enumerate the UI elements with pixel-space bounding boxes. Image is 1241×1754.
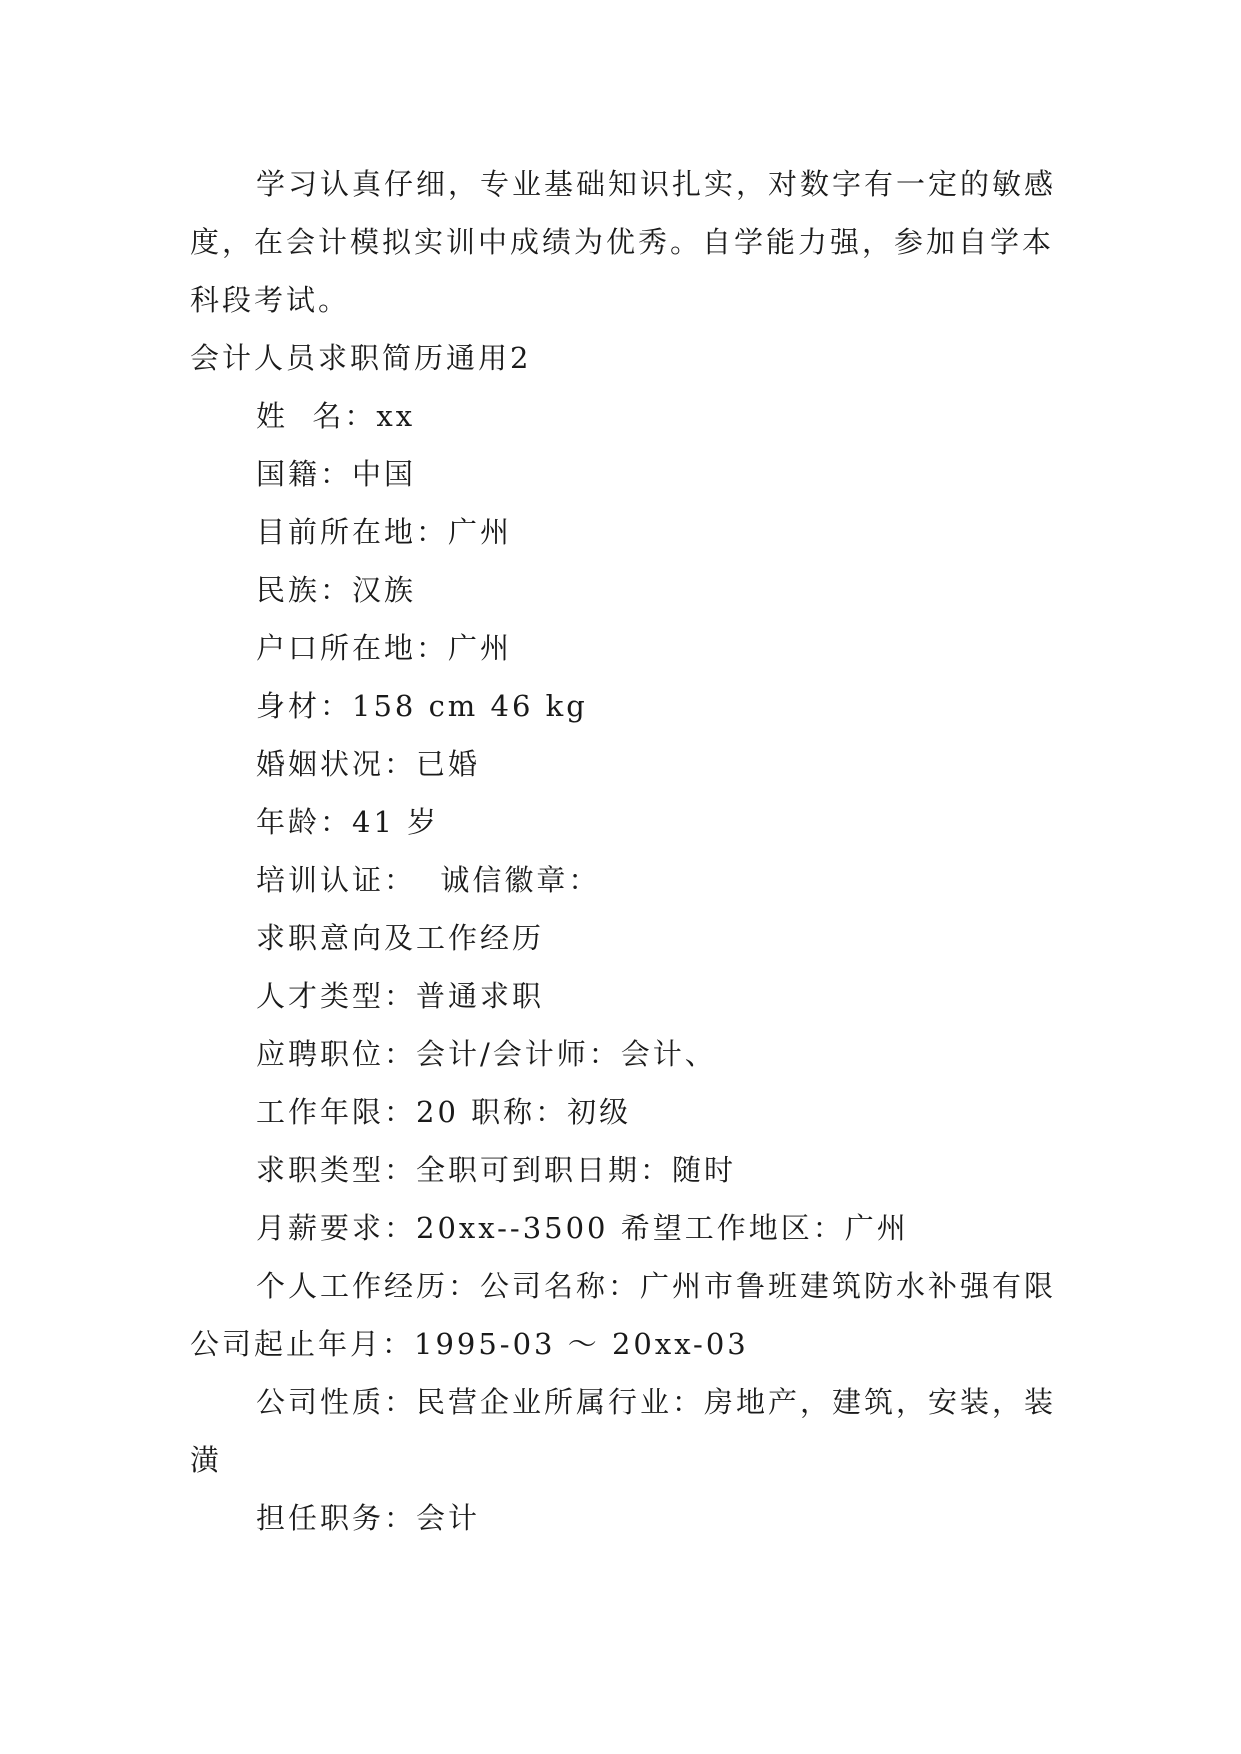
field-ethnicity: 民族：汉族 — [256, 573, 417, 607]
field-talent-type: 人才类型：普通求职 — [256, 979, 545, 1013]
intro-paragraph: 学习认真仔细，专业基础知识扎实，对数字有一定的敏感度，在会计模拟实训中成绩为优秀。自学能力强，参加自学本科段考试。 — [190, 167, 1057, 317]
document-body — [190, 155, 1060, 1547]
work-history-paragraph: 个人工作经历：公司名称：广州市鲁班建筑防水补强有限公司起止年月：1995-03 ～ 20xx-03 — [190, 1269, 1057, 1361]
field-job-type: 求职类型：全职可到职日期：随时 — [256, 1153, 737, 1187]
field-nationality: 国籍：中国 — [256, 457, 417, 491]
field-applied-position: 应聘职位：会计/会计师：会计、 — [256, 1037, 717, 1071]
field-work-years: 工作年限：20 职称：初级 — [256, 1095, 632, 1129]
field-current-location: 目前所在地：广州 — [256, 515, 513, 549]
field-salary-requirement: 月薪要求：20xx--3500 希望工作地区：广州 — [256, 1211, 909, 1245]
company-nature-paragraph: 公司性质：民营企业所属行业：房地产，建筑，安装，装潢 — [190, 1385, 1057, 1477]
subheading-job-intent: 求职意向及工作经历 — [256, 921, 545, 955]
field-body: 身材：158 cm 46 kg — [256, 689, 588, 723]
field-marital-status: 婚姻状况：已婚 — [256, 747, 481, 781]
field-name: 姓 名：xx — [256, 399, 416, 433]
field-age: 年龄：41 岁 — [256, 805, 440, 839]
field-training-certification: 培训认证： 诚信徽章： — [256, 863, 601, 897]
field-hukou-location: 户口所在地：广州 — [256, 631, 513, 665]
field-position-held: 担任职务：会计 — [256, 1501, 481, 1535]
section-title: 会计人员求职简历通用2 — [190, 341, 532, 375]
